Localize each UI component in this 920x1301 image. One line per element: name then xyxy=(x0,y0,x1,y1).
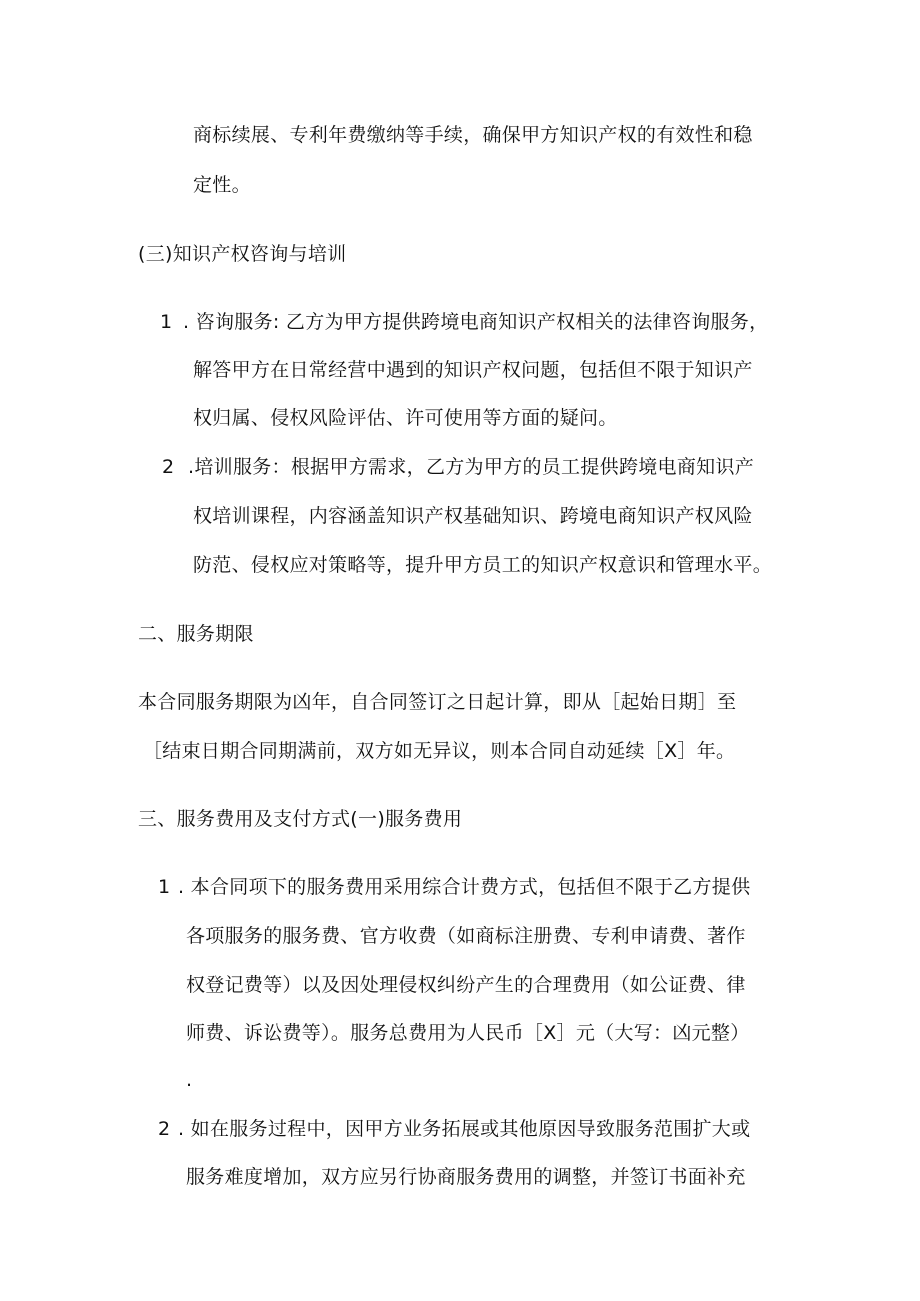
body-text-line: ［结束日期合同期满前，双方如无异议，则本合同自动延续［X］年。 xyxy=(143,740,736,762)
section-heading: 三、服务费用及支付方式(一)服务费用 xyxy=(138,808,463,830)
list-item-line: . 本合同项下的服务费用采用综合计费方式，包括但不限于乙方提供 xyxy=(178,876,751,898)
section-heading: (三)知识产权咨询与培训 xyxy=(138,243,347,265)
list-item-line: 各项服务的服务费、官方收费（如商标注册费、专利申请费、著作 xyxy=(186,925,746,947)
list-item-line: .培训服务：根据甲方需求，乙方为甲方的员工提供跨境电商知识产 xyxy=(188,456,755,478)
list-item-line: 解答甲方在日常经营中遇到的知识产权问题，包括但不限于知识产 xyxy=(193,359,753,381)
list-item-line: 权培训课程，内容涵盖知识产权基础知识、跨境电商知识产权风险 xyxy=(193,505,753,527)
body-text-line: 商标续展、专利年费缴纳等手续，确保甲方知识产权的有效性和稳 xyxy=(193,124,753,146)
list-item-line: . 如在服务过程中，因甲方业务拓展或其他原因导致服务范围扩大或 xyxy=(178,1118,751,1140)
list-item-number: 1 xyxy=(158,876,171,898)
list-item-line: . xyxy=(186,1069,193,1091)
body-text-line: 本合同服务期限为凶年，自合同签订之日起计算，即从［起始日期］至 xyxy=(138,691,737,713)
list-item-line: 师费、诉讼费等）。服务总费用为人民币［X］元（大写：凶元整） xyxy=(186,1022,750,1044)
body-text-line: 定性。 xyxy=(193,174,251,196)
list-item-number: 2 xyxy=(158,1118,171,1140)
list-item-line: 权归属、侵权风险评估、许可使用等方面的疑问。 xyxy=(193,407,618,429)
list-item-line: . 咨询服务: 乙方为甲方提供跨境电商知识产权相关的法律咨询服务， xyxy=(183,311,769,333)
list-item-line: 服务难度增加，双方应另行协商服务费用的调整，并签订书面补充 xyxy=(186,1166,746,1188)
section-heading: 二、服务期限 xyxy=(138,623,254,645)
list-item-line: 权登记费等）以及因处理侵权纠纷产生的合理费用（如公证费、律 xyxy=(186,974,746,996)
list-item-number: 1 xyxy=(160,311,173,333)
list-item-line: 防范、侵权应对策略等，提升甲方员工的知识产权意识和管理水平。 xyxy=(193,554,773,576)
list-item-number: 2 xyxy=(162,456,175,478)
